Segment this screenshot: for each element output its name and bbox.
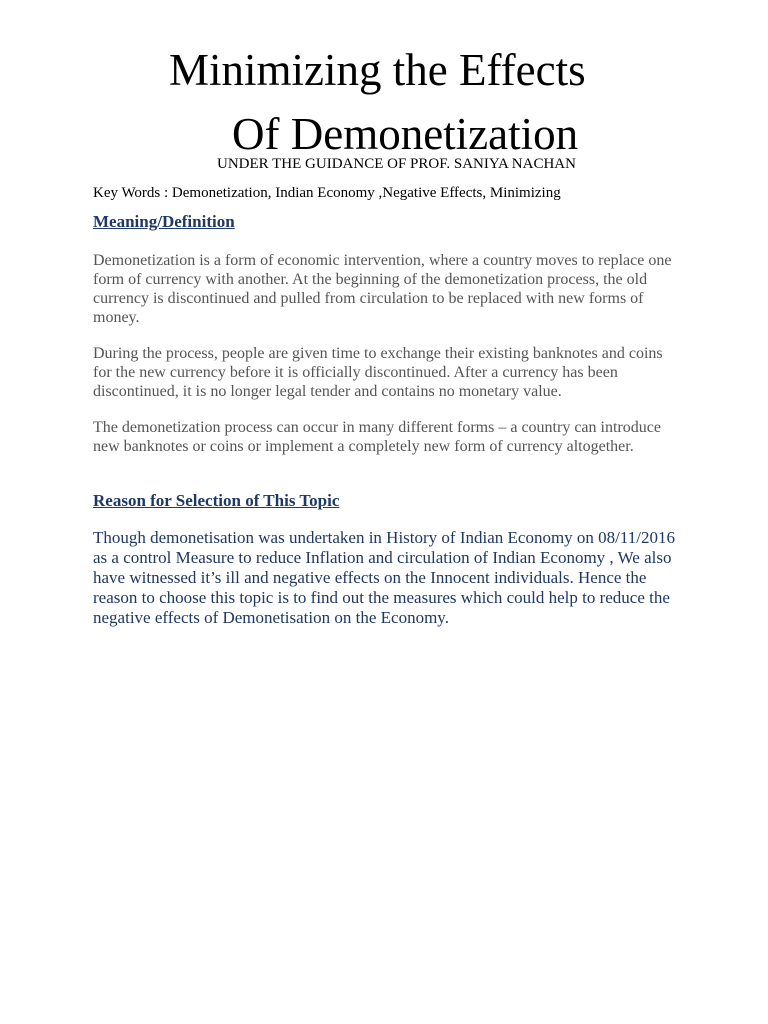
document-title-line-1: Minimizing the Effects — [169, 45, 586, 95]
section-heading-meaning: Meaning/Definition — [93, 212, 235, 231]
section-heading-reason: Reason for Selection of This Topic — [93, 491, 340, 510]
reason-paragraph: Though demonetisation was undertaken in History of Indian Economy on 08/11/2016 as a control Measure to reduce Inflation and circulation of Indian Economy , We also have witnessed it’s ill and negative effects on the Innocent individuals. Hence the reason to choose this topic is to find out the measures which could help to reduce the negative effects of Demonetisation on the Economy. — [93, 528, 675, 627]
guidance-line: UNDER THE GUIDANCE OF PROF. SANIYA NACHAN — [217, 156, 576, 172]
meaning-paragraph-1: Demonetization is a form of economic intervention, where a country moves to replace one form of currency with another. At the beginning of the demonetization process, the old currency is discontinued and pulled from circulation to be replaced with new forms of money. — [93, 252, 672, 326]
keywords-line: Key Words : Demonetization, Indian Economy ,Negative Effects, Minimizing — [93, 185, 561, 201]
document-title-line-2: Of Demonetization — [232, 109, 579, 159]
meaning-paragraph-3: The demonetization process can occur in many different forms – a country can introduce new banknotes or coins or implement a completely new form of currency altogether. — [93, 419, 661, 455]
meaning-paragraph-2: During the process, people are given time to exchange their existing banknotes and coins for the new currency before it is officially discontinued. After a currency has been discontinued, it is no longer legal tender and contains no monetary value. — [93, 345, 663, 400]
